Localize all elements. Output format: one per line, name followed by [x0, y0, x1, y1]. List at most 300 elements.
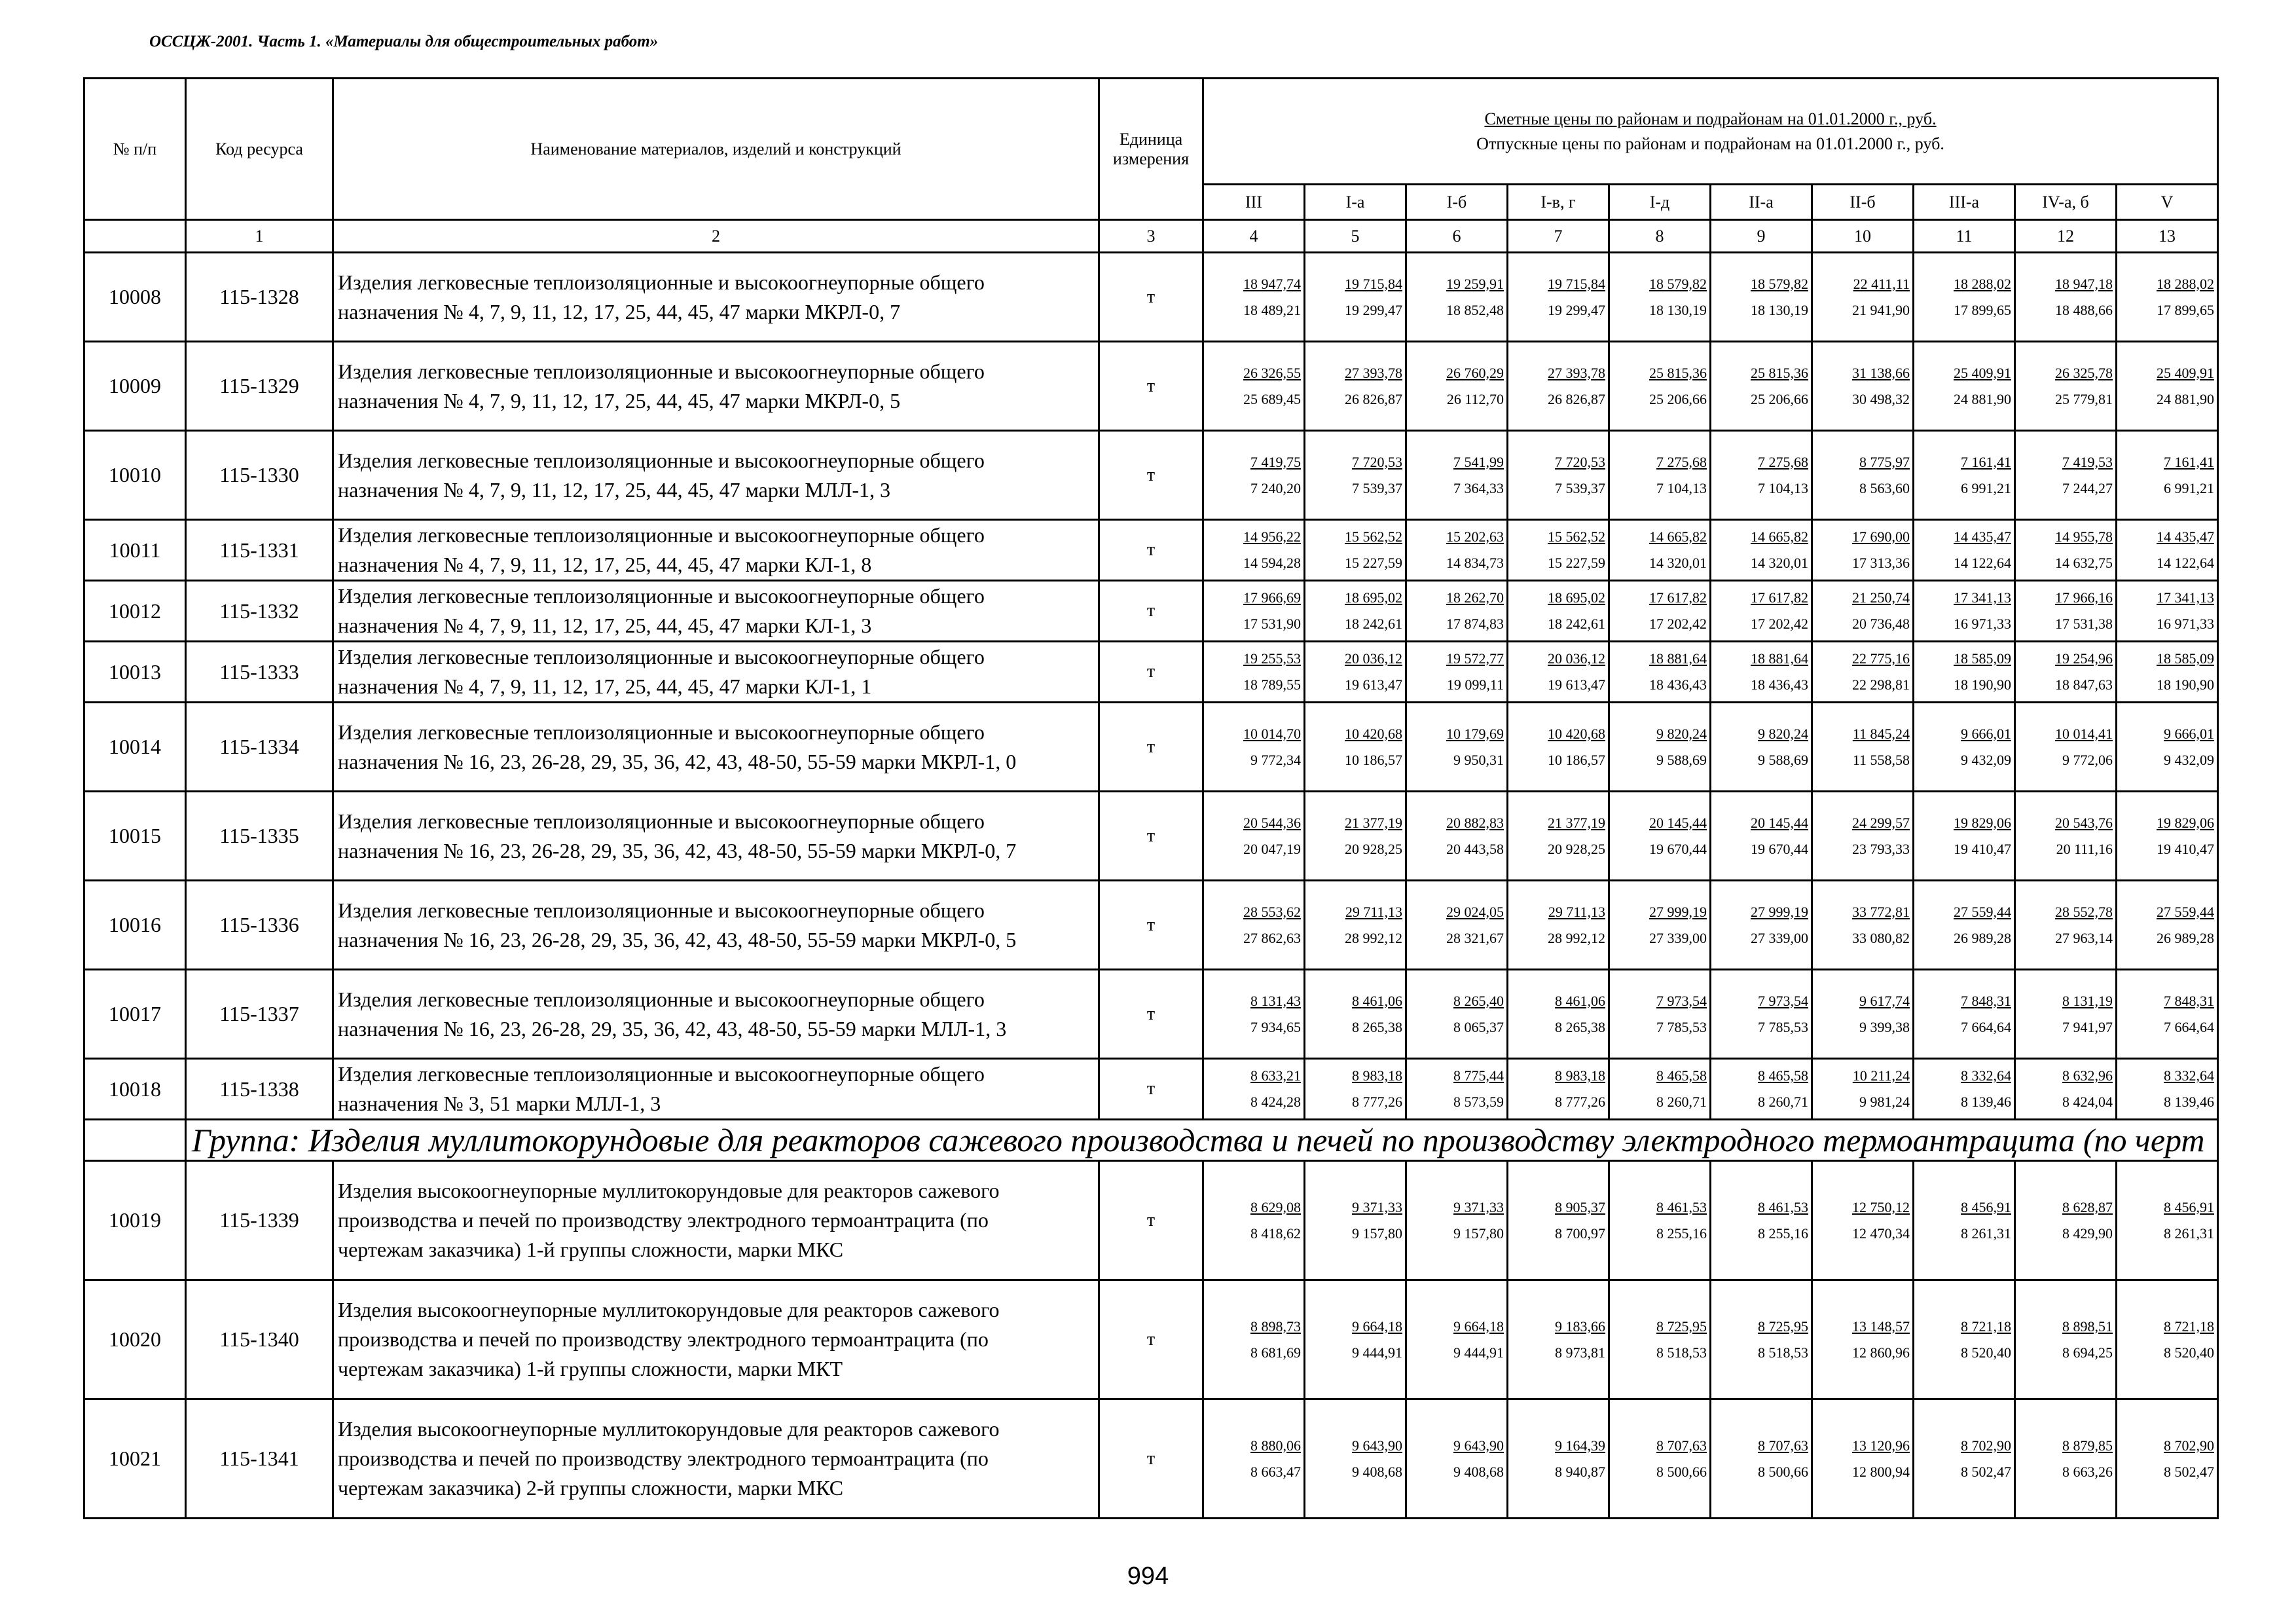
unit: т [1099, 1280, 1203, 1399]
price-cell [1812, 792, 1914, 881]
unit: т [1099, 881, 1203, 970]
column-number: 5 [1305, 220, 1406, 253]
price-cell [1508, 581, 1609, 642]
region-header: IV-а, б [2015, 185, 2117, 220]
release-price: 20 928,25 [1548, 840, 1605, 857]
price-cell [2117, 1161, 2218, 1280]
unit: т [1099, 1161, 1203, 1280]
release-price: 26 989,28 [1954, 929, 2011, 946]
price-cell [1812, 703, 1914, 792]
release-price: 18 847,63 [2055, 676, 2113, 693]
release-price: 8 265,38 [1555, 1018, 1605, 1035]
estimated-price: 22 775,16 [1852, 650, 1910, 667]
region-header: I-в, г [1508, 185, 1609, 220]
price-cell [1305, 581, 1406, 642]
release-price: 11 558,58 [1852, 751, 1910, 768]
release-price: 14 122,64 [1954, 555, 2011, 571]
release-price: 18 852,48 [1446, 301, 1504, 318]
column-number: 2 [333, 220, 1099, 253]
price-cell [1406, 642, 1508, 703]
price-cell [1305, 970, 1406, 1059]
estimated-price: 10 014,41 [2055, 725, 2113, 742]
price-cell [1406, 1399, 1508, 1519]
table-row [84, 642, 2218, 703]
resource-code: 115-1328 [186, 253, 333, 342]
release-price: 18 436,43 [1649, 676, 1707, 693]
material-name-line: Изделия высокоогнеупорные муллитокорундовые для реакторов сажевого [338, 1417, 1000, 1441]
price-cell [1609, 342, 1711, 431]
estimated-price: 31 138,66 [1852, 364, 1910, 381]
material-name-line: чертежам заказчика) 2-й группы сложности, марки МКС [338, 1476, 844, 1500]
unit: т [1099, 520, 1203, 581]
release-price: 19 670,44 [1649, 840, 1707, 857]
release-price: 7 664,64 [2164, 1018, 2215, 1035]
release-price: 8 500,66 [1758, 1463, 1808, 1480]
resource-code: 115-1340 [186, 1280, 333, 1399]
estimated-price: 19 255,53 [1243, 650, 1301, 667]
estimated-price: 8 265,40 [1453, 992, 1504, 1009]
estimated-price: 29 711,13 [1345, 903, 1402, 920]
resource-code: 115-1338 [186, 1059, 333, 1120]
release-price: 14 834,73 [1446, 555, 1504, 571]
release-price: 19 099,11 [1446, 676, 1504, 693]
price-cell [1508, 253, 1609, 342]
price-cell [1203, 881, 1305, 970]
price-cell [2015, 1280, 2117, 1399]
material-name-line: назначения № 4, 7, 9, 11, 12, 17, 25, 44, 45, 47 марки КЛ-1, 1 [338, 674, 872, 698]
table-row [84, 520, 2218, 581]
column-number: 7 [1508, 220, 1609, 253]
price-cell [1609, 703, 1711, 792]
release-price: 12 860,96 [1852, 1344, 1910, 1361]
estimated-price: 19 259,91 [1446, 275, 1504, 292]
price-cell [1406, 1059, 1508, 1120]
price-cell [1406, 1161, 1508, 1280]
resource-code: 115-1329 [186, 342, 333, 431]
estimated-price: 18 947,18 [2055, 275, 2113, 292]
estimated-price: 8 461,53 [1656, 1198, 1707, 1215]
row-number: 10017 [84, 970, 186, 1059]
price-cell [1609, 520, 1711, 581]
estimated-price: 28 553,62 [1243, 903, 1301, 920]
estimated-price: 25 409,91 [1954, 364, 2011, 381]
page-number: 994 [1127, 1562, 1169, 1590]
material-name [333, 520, 1099, 581]
release-price: 8 261,31 [1961, 1225, 2011, 1242]
price-cell [1406, 703, 1508, 792]
material-name-line: назначения № 4, 7, 9, 11, 12, 17, 25, 44, 45, 47 марки МКРЛ-0, 5 [338, 388, 901, 413]
column-number-empty [84, 220, 186, 253]
price-table [83, 77, 2219, 1519]
release-price: 9 444,91 [1352, 1344, 1402, 1361]
price-cell [1305, 642, 1406, 703]
estimated-price: 8 707,63 [1656, 1437, 1707, 1454]
estimated-price: 17 617,82 [1649, 589, 1707, 606]
price-cell [1914, 792, 2015, 881]
price-cell [1406, 1280, 1508, 1399]
price-cell [1609, 1399, 1711, 1519]
estimated-price: 8 702,90 [1961, 1437, 2011, 1454]
release-price: 14 594,28 [1243, 555, 1301, 571]
table-row [84, 581, 2218, 642]
release-price: 17 531,38 [2055, 616, 2113, 632]
estimated-price: 9 820,24 [1758, 725, 1808, 742]
material-name-line: Изделия легковесные теплоизоляционные и высокоогнеупорные общего [338, 270, 985, 294]
material-name-line: назначения № 16, 23, 26-28, 29, 35, 36, 42, 43, 48-50, 55-59 марки МКРЛ-0, 5 [338, 927, 1017, 951]
release-price: 8 502,47 [1961, 1463, 2011, 1480]
unit: т [1099, 1059, 1203, 1120]
estimated-price: 9 664,18 [1453, 1318, 1504, 1335]
price-cell [1609, 431, 1711, 520]
price-cell [1711, 253, 1812, 342]
estimated-price: 20 543,76 [2055, 814, 2113, 831]
estimated-price: 8 332,64 [1961, 1067, 2011, 1084]
col-header-prices [1203, 79, 2218, 185]
estimated-price: 18 579,82 [1751, 275, 1808, 292]
estimated-price: 9 820,24 [1656, 725, 1707, 742]
price-cell [2117, 581, 2218, 642]
estimated-price: 19 715,84 [1345, 275, 1402, 292]
material-name-line: Изделия легковесные теплоизоляционные и высокоогнеупорные общего [338, 584, 985, 608]
estimated-price: 8 461,06 [1555, 992, 1605, 1009]
price-cell [1508, 1161, 1609, 1280]
price-cell [1609, 642, 1711, 703]
estimated-price: 18 695,02 [1548, 589, 1605, 606]
price-cell [1203, 581, 1305, 642]
estimated-price: 8 456,91 [1961, 1198, 2011, 1215]
region-header: I-б [1406, 185, 1508, 220]
price-cell [1711, 881, 1812, 970]
release-price: 8 563,60 [1859, 479, 1910, 496]
release-price: 7 104,13 [1656, 479, 1707, 496]
estimated-price: 9 371,33 [1453, 1198, 1504, 1215]
price-cell [1812, 581, 1914, 642]
release-price: 14 320,01 [1649, 555, 1707, 571]
material-name-line: назначения № 16, 23, 26-28, 29, 35, 36, 42, 43, 48-50, 55-59 марки МКРЛ-0, 7 [338, 838, 1017, 862]
estimated-price: 19 829,06 [2157, 814, 2215, 831]
column-number: 9 [1711, 220, 1812, 253]
price-cell [2117, 253, 2218, 342]
release-price: 22 298,81 [1852, 676, 1910, 693]
price-cell [1508, 703, 1609, 792]
estimated-price: 27 559,44 [1954, 903, 2011, 920]
estimated-price: 25 815,36 [1649, 364, 1707, 381]
release-price: 8 500,66 [1656, 1463, 1707, 1480]
price-cell [1812, 520, 1914, 581]
estimated-price: 8 465,58 [1758, 1067, 1808, 1084]
estimated-price: 19 715,84 [1548, 275, 1605, 292]
release-price: 7 934,65 [1250, 1018, 1301, 1035]
estimated-price: 14 665,82 [1649, 528, 1707, 545]
release-price: 17 874,83 [1446, 616, 1504, 632]
price-cell [2015, 253, 2117, 342]
release-price: 7 244,27 [2062, 479, 2113, 496]
material-name-line: Изделия легковесные теплоизоляционные и высокоогнеупорные общего [338, 987, 985, 1011]
price-cell [1203, 642, 1305, 703]
price-cell [1406, 581, 1508, 642]
estimated-price: 28 552,78 [2055, 903, 2113, 920]
price-cell [1203, 1161, 1305, 1280]
release-price: 20 443,58 [1446, 840, 1504, 857]
estimated-price: 7 973,54 [1656, 992, 1707, 1009]
price-cell [1914, 1280, 2015, 1399]
estimated-price: 27 999,19 [1649, 903, 1707, 920]
price-cell [2015, 520, 2117, 581]
material-name [333, 342, 1099, 431]
release-price: 21 941,90 [1852, 301, 1910, 318]
release-price: 8 663,47 [1250, 1463, 1301, 1480]
estimated-price: 8 131,19 [2062, 992, 2113, 1009]
release-price: 9 772,06 [2062, 751, 2113, 768]
column-number: 3 [1099, 220, 1203, 253]
estimated-price: 7 541,99 [1453, 453, 1504, 470]
unit: т [1099, 1399, 1203, 1519]
material-name [333, 253, 1099, 342]
price-cell [1711, 1399, 1812, 1519]
release-price: 8 255,16 [1758, 1225, 1808, 1242]
estimated-price: 19 572,77 [1446, 650, 1504, 667]
row-number: 10014 [84, 703, 186, 792]
estimated-price: 8 725,95 [1758, 1318, 1808, 1335]
release-price: 30 498,32 [1852, 390, 1910, 407]
material-name [333, 792, 1099, 881]
estimated-price: 8 702,90 [2164, 1437, 2215, 1454]
row-number: 10010 [84, 431, 186, 520]
material-name [333, 703, 1099, 792]
estimated-price: 8 898,73 [1250, 1318, 1301, 1335]
price-cell [1609, 1161, 1711, 1280]
row-number: 10011 [84, 520, 186, 581]
release-price: 9 432,09 [1961, 751, 2011, 768]
estimated-price: 25 409,91 [2157, 364, 2215, 381]
price-cell [1305, 1059, 1406, 1120]
estimated-price: 8 461,06 [1352, 992, 1402, 1009]
release-price: 24 881,90 [1954, 390, 2011, 407]
release-price: 19 410,47 [1954, 840, 2011, 857]
price-cell [2015, 792, 2117, 881]
release-price: 19 299,47 [1548, 301, 1605, 318]
release-price: 9 588,69 [1656, 751, 1707, 768]
release-price: 8 265,38 [1352, 1018, 1402, 1035]
estimated-price: 8 629,08 [1250, 1198, 1301, 1215]
estimated-price: 20 036,12 [1548, 650, 1605, 667]
estimated-price: 8 465,58 [1656, 1067, 1707, 1084]
resource-code: 115-1337 [186, 970, 333, 1059]
column-number: 4 [1203, 220, 1305, 253]
price-cell [1914, 642, 2015, 703]
price-cell [2015, 342, 2117, 431]
material-name [333, 1059, 1099, 1120]
estimated-price: 9 643,90 [1453, 1437, 1504, 1454]
release-price: 8 520,40 [2164, 1344, 2215, 1361]
estimated-price: 9 666,01 [1961, 725, 2011, 742]
release-price: 18 436,43 [1751, 676, 1808, 693]
estimated-price: 27 999,19 [1751, 903, 1808, 920]
price-cell [1711, 581, 1812, 642]
estimated-price: 9 666,01 [2164, 725, 2215, 742]
release-price: 18 489,21 [1243, 301, 1301, 318]
material-name-line: назначения № 3, 51 марки МЛЛ-1, 3 [338, 1092, 661, 1115]
estimated-price: 18 288,02 [2157, 275, 2215, 292]
estimated-price: 21 377,19 [1345, 814, 1402, 831]
price-cell [1914, 881, 2015, 970]
price-cell [1812, 342, 1914, 431]
resource-code: 115-1332 [186, 581, 333, 642]
release-price: 9 950,31 [1453, 751, 1504, 768]
estimated-price: 29 711,13 [1548, 903, 1605, 920]
estimated-price: 19 829,06 [1954, 814, 2011, 831]
table-row [84, 970, 2218, 1059]
price-cell [1914, 520, 2015, 581]
price-cell [1711, 642, 1812, 703]
table-row [84, 342, 2218, 431]
estimated-price: 14 435,47 [1954, 528, 2011, 545]
estimated-price: 9 183,66 [1555, 1318, 1605, 1335]
price-cell [1914, 581, 2015, 642]
release-price: 12 800,94 [1852, 1463, 1910, 1480]
release-price: 27 339,00 [1649, 929, 1707, 946]
material-name-line: Изделия высокоогнеупорные муллитокорундовые для реакторов сажевого [338, 1179, 1000, 1202]
unit: т [1099, 703, 1203, 792]
price-cell [2117, 970, 2218, 1059]
material-name-line: производства и печей по производству электродного термоантрацита (по [338, 1327, 989, 1351]
estimated-price: 15 202,63 [1446, 528, 1504, 545]
price-subtitle: Отпускные цены по районам и подрайонам на 01.01.2000 г., руб. [1476, 134, 1944, 153]
release-price: 25 689,45 [1243, 390, 1301, 407]
estimated-price: 7 848,31 [2164, 992, 2215, 1009]
price-cell [1406, 881, 1508, 970]
material-name [333, 581, 1099, 642]
unit: т [1099, 792, 1203, 881]
price-cell [1508, 431, 1609, 520]
price-cell [1711, 520, 1812, 581]
release-price: 8 700,97 [1555, 1225, 1605, 1242]
release-price: 8 065,37 [1453, 1018, 1504, 1035]
price-cell [1203, 970, 1305, 1059]
price-cell [1305, 520, 1406, 581]
release-price: 17 202,42 [1649, 616, 1707, 632]
release-price: 8 694,25 [2062, 1344, 2113, 1361]
estimated-price: 14 435,47 [2157, 528, 2215, 545]
release-price: 7 240,20 [1250, 479, 1301, 496]
release-price: 19 613,47 [1345, 676, 1402, 693]
estimated-price: 12 750,12 [1852, 1198, 1910, 1215]
estimated-price: 8 898,51 [2062, 1318, 2113, 1335]
price-cell [1812, 1059, 1914, 1120]
release-price: 17 313,36 [1852, 555, 1910, 571]
release-price: 19 410,47 [2157, 840, 2215, 857]
release-price: 18 488,66 [2055, 301, 2113, 318]
price-cell [1406, 431, 1508, 520]
estimated-price: 26 760,29 [1446, 364, 1504, 381]
row-number: 10012 [84, 581, 186, 642]
group-row-spacer [84, 1120, 186, 1161]
release-price: 20 111,16 [2056, 840, 2113, 857]
price-cell [2015, 970, 2117, 1059]
price-cell [1508, 1059, 1609, 1120]
region-header: II-б [1812, 185, 1914, 220]
price-cell [1305, 792, 1406, 881]
column-number: 12 [2015, 220, 2117, 253]
resource-code: 115-1334 [186, 703, 333, 792]
release-price: 25 206,66 [1649, 390, 1707, 407]
release-price: 9 399,38 [1859, 1018, 1910, 1035]
release-price: 8 139,46 [2164, 1094, 2215, 1110]
release-price: 9 432,09 [2164, 751, 2215, 768]
estimated-price: 17 617,82 [1751, 589, 1808, 606]
estimated-price: 10 179,69 [1446, 725, 1504, 742]
col-header-code: Код ресурса [186, 79, 333, 220]
table-row [84, 1399, 2218, 1519]
resource-code: 115-1341 [186, 1399, 333, 1519]
price-cell [2117, 1059, 2218, 1120]
row-number: 10016 [84, 881, 186, 970]
price-cell [1203, 1399, 1305, 1519]
estimated-price: 8 721,18 [2164, 1318, 2215, 1335]
estimated-price: 8 632,96 [2062, 1067, 2113, 1084]
region-header: II-а [1711, 185, 1812, 220]
price-cell [1203, 520, 1305, 581]
release-price: 8 424,04 [2062, 1094, 2113, 1110]
price-cell [1305, 1161, 1406, 1280]
price-cell [1711, 703, 1812, 792]
estimated-price: 24 299,57 [1852, 814, 1910, 831]
price-cell [1305, 703, 1406, 792]
price-cell [1305, 253, 1406, 342]
release-price: 27 339,00 [1751, 929, 1808, 946]
price-cell [1203, 342, 1305, 431]
release-price: 17 531,90 [1243, 616, 1301, 632]
estimated-price: 8 879,85 [2062, 1437, 2113, 1454]
estimated-price: 7 973,54 [1758, 992, 1808, 1009]
release-price: 15 227,59 [1345, 555, 1402, 571]
estimated-price: 9 371,33 [1352, 1198, 1402, 1215]
region-header: I-а [1305, 185, 1406, 220]
estimated-price: 13 148,57 [1852, 1318, 1910, 1335]
material-name [333, 1399, 1099, 1519]
release-price: 8 502,47 [2164, 1463, 2215, 1480]
estimated-price: 8 332,64 [2164, 1067, 2215, 1084]
price-cell [1609, 253, 1711, 342]
estimated-price: 18 262,70 [1446, 589, 1504, 606]
price-cell [1914, 1059, 2015, 1120]
price-cell [1711, 970, 1812, 1059]
region-header: III [1203, 185, 1305, 220]
group-title: Группа: Изделия муллитокорундовые для реакторов сажевого производства и печей по производству электродного термоантрацита (по черт [186, 1120, 2218, 1161]
estimated-price: 20 145,44 [1751, 814, 1808, 831]
resource-code: 115-1335 [186, 792, 333, 881]
release-price: 7 785,53 [1656, 1018, 1707, 1035]
release-price: 17 899,65 [2157, 301, 2215, 318]
release-price: 20 047,19 [1243, 840, 1301, 857]
price-cell [2015, 431, 2117, 520]
release-price: 14 122,64 [2157, 555, 2215, 571]
material-name-line: Изделия легковесные теплоизоляционные и высокоогнеупорные общего [338, 720, 985, 744]
release-price: 28 992,12 [1345, 929, 1402, 946]
price-cell [1203, 253, 1305, 342]
estimated-price: 10 420,68 [1345, 725, 1402, 742]
table-row [84, 253, 2218, 342]
price-cell [1914, 970, 2015, 1059]
estimated-price: 8 983,18 [1352, 1067, 1402, 1084]
price-cell [1508, 792, 1609, 881]
release-price: 19 670,44 [1751, 840, 1808, 857]
release-price: 24 881,90 [2157, 390, 2215, 407]
release-price: 8 418,62 [1250, 1225, 1301, 1242]
column-number: 10 [1812, 220, 1914, 253]
estimated-price: 17 690,00 [1852, 528, 1910, 545]
material-name-line: Изделия легковесные теплоизоляционные и высокоогнеупорные общего [338, 1062, 985, 1086]
